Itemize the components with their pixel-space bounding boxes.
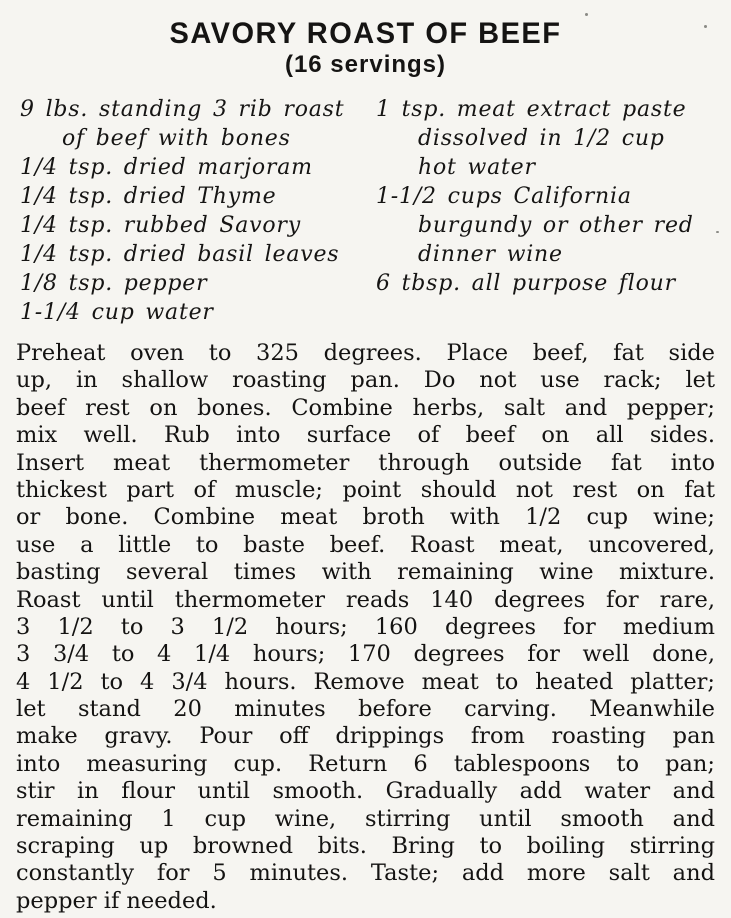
- instruction-line: up, in shallow roasting pan. Do not use rack; let: [16, 367, 715, 394]
- instruction-line: 4 1/2 to 4 3/4 hours. Remove meat to heated platter;: [16, 668, 715, 695]
- scan-speck: [716, 231, 719, 233]
- instruction-line: use a little to baste beef. Roast meat, uncovered,: [16, 531, 715, 558]
- instruction-line: stir in flour until smooth. Gradually add water and: [16, 778, 715, 805]
- instruction-line: pepper if needed.: [16, 887, 217, 914]
- instruction-line: make gravy. Pour off drippings from roasting pan: [16, 723, 715, 750]
- instruction-line: basting several times with remaining wine mixture.: [16, 559, 715, 586]
- ingredients-left-column: [14, 95, 376, 327]
- instruction-line: 3 3/4 to 4 1/4 hours; 170 degrees for well done,: [16, 641, 715, 668]
- ingredient-line: 1 tsp. meat extract paste: [376, 97, 687, 122]
- servings-subtitle: (16 servings): [284, 51, 447, 78]
- scan-speck: [585, 13, 588, 16]
- instruction-line: scraping up browned bits. Bring to boiling stirring: [16, 833, 715, 860]
- instruction-line: Insert meat thermometer through outside fat into: [16, 449, 715, 476]
- instructions-paragraph: [14, 340, 717, 915]
- ingredient-line: 1/4 tsp. dried marjoram: [20, 155, 313, 180]
- ingredient-line: 1-1/4 cup water: [20, 300, 214, 325]
- instruction-line: Preheat oven to 325 degrees. Place beef, fat side: [16, 340, 715, 366]
- instruction-line: remaining 1 cup wine, stirring until smooth and: [16, 805, 715, 832]
- ingredient-line: 9 lbs. standing 3 rib roast: [20, 97, 345, 122]
- ingredient-line: hot water: [418, 155, 536, 180]
- ingredient-line: of beef with bones: [62, 126, 291, 151]
- ingredient-line: 1/4 tsp. dried Thyme: [20, 184, 277, 209]
- instruction-line: beef rest on bones. Combine herbs, salt and pepper;: [16, 394, 715, 421]
- ingredient-line: 1/4 tsp. dried basil leaves: [20, 242, 340, 267]
- instruction-line: or bone. Combine meat broth with 1/2 cup wine;: [16, 504, 715, 531]
- ingredients-right-column: [376, 95, 717, 327]
- instruction-line: 3 1/2 to 3 1/2 hours; 160 degrees for medium: [16, 613, 715, 640]
- ingredient-line: dinner wine: [418, 242, 563, 267]
- ingredient-line: dissolved in 1/2 cup: [418, 126, 665, 151]
- ingredients-section: [14, 95, 717, 327]
- ingredient-line: 1-1/2 cups California: [376, 184, 632, 209]
- ingredient-line: burgundy or other red: [418, 213, 694, 238]
- instruction-line: let stand 20 minutes before carving. Meanwhile: [16, 696, 715, 723]
- ingredient-line: 1/4 tsp. rubbed Savory: [20, 213, 301, 238]
- instruction-line: constantly for 5 minutes. Taste; add more salt and: [16, 860, 715, 887]
- instruction-line: into measuring cup. Return 6 tablespoons to pan;: [16, 750, 715, 777]
- recipe-title: SAVORY ROAST OF BEEF: [169, 17, 562, 51]
- instruction-line: thickest part of muscle; point should not rest on fat: [16, 476, 715, 503]
- instruction-line: Roast until thermometer reads 140 degrees for rare,: [16, 586, 715, 613]
- ingredient-line: 6 tbsp. all purpose flour: [376, 271, 676, 296]
- instruction-line: mix well. Rub into surface of beef on all sides.: [16, 422, 715, 449]
- ingredient-line: 1/8 tsp. pepper: [20, 271, 208, 296]
